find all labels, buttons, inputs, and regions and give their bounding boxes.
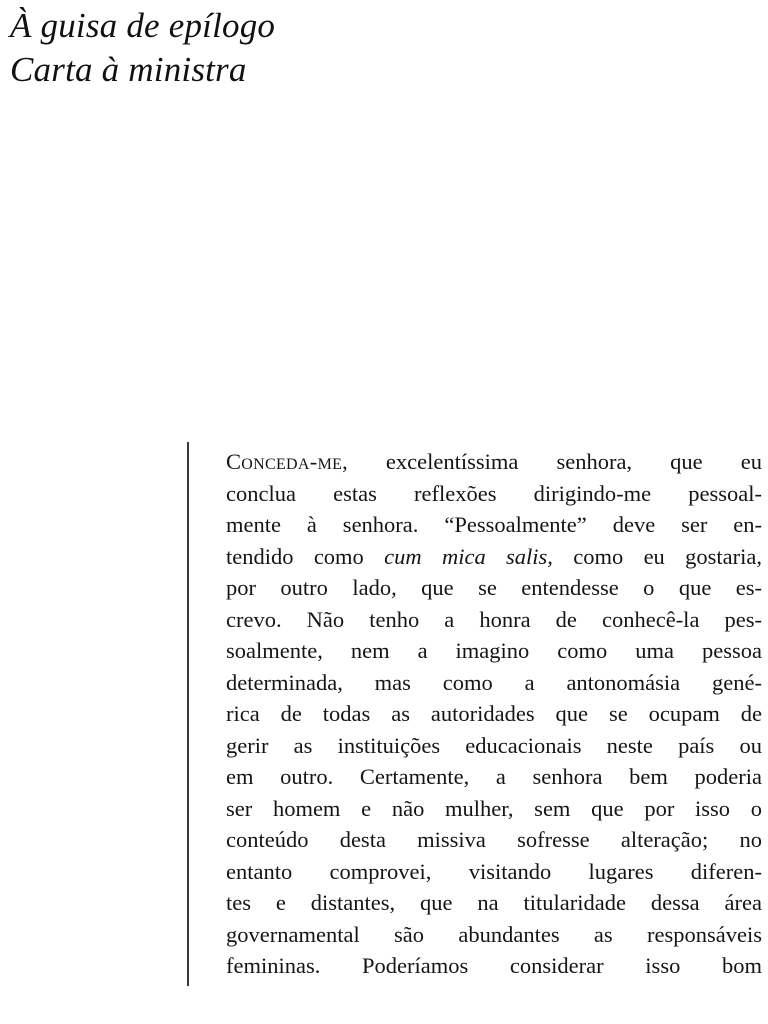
text-line: femininas. Poderíamos considerar isso bom (226, 953, 762, 978)
text-segment: como eu gostaria, (552, 543, 762, 569)
text-line (226, 541, 762, 573)
text-line: rica de todas as autoridades que se ocupam de (226, 701, 762, 726)
margin-rule (187, 442, 189, 986)
text-line (226, 446, 762, 478)
text-segment: tendido como (226, 543, 385, 569)
text-line: ser homem e não mulher, sem que por isso o (226, 795, 762, 821)
text-line: determinada, mas como a antonomásia gené- (226, 669, 762, 695)
text-line: governamental são abundantes as responsáveis (226, 921, 762, 947)
text-line: em outro. Certamente, a senhora bem poderia (226, 764, 762, 789)
text-line: gerir as instituições educacionais neste país ou (226, 732, 762, 758)
text-line: tes e distantes, que na titularidade dessa área (226, 890, 762, 915)
text-line: conclua estas reflexões dirigindo-me pessoal- (226, 480, 762, 506)
chapter-title (10, 4, 275, 92)
text-line: conteúdo desta missiva sofresse alteração; no (226, 827, 762, 852)
text-segment: , excelentíssima senhora, que eu (342, 449, 762, 474)
body-paragraph (226, 446, 762, 982)
text-line: crevo. Não tenho a honra de conhecê-la pes- (226, 606, 762, 632)
text-line: por outro lado, que se entendesse o que es- (226, 575, 762, 600)
chapter-title-line-1: À guisa de epílogo (10, 6, 276, 45)
text-line: soalmente, nem a imagino como uma pessoa (226, 638, 762, 663)
latin-phrase: cum mica salis, (384, 543, 553, 569)
chapter-title-line-2: Carta à ministra (10, 50, 247, 89)
opening-smallcaps: Conceda-me (226, 449, 343, 474)
text-line: mente à senhora. “Pessoalmente” deve ser en- (226, 512, 762, 537)
text-line: entanto comprovei, visitando lugares diferen- (226, 858, 762, 884)
